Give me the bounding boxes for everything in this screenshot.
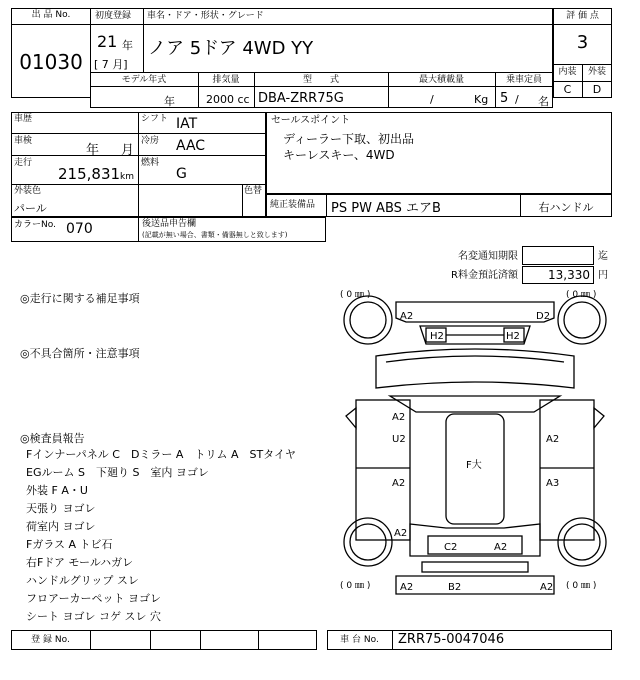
lot-number-label: 出 品 No. — [31, 10, 71, 20]
damage-rear-bumper-left: A2 — [400, 582, 414, 593]
registration-number-label: 登 録 No. — [31, 635, 70, 645]
tire-fr-depth: ( 0 ㎜ ) — [566, 290, 597, 300]
ac-label: 冷房 — [141, 136, 160, 146]
inspection-label: 車検 — [14, 136, 33, 146]
car-damage-diagram — [338, 288, 612, 628]
post-document-label: 後送品申告欄 — [142, 219, 197, 229]
max-load-separator: / — [430, 93, 434, 106]
max-load-unit: Kg — [474, 93, 489, 106]
inspector-line: Fインナーパネル C Dミラー A トリム A STタイヤ — [26, 448, 296, 461]
exterior-label: 外装 — [587, 67, 606, 77]
chassis-number-value: ZRR75-0047046 — [398, 632, 505, 647]
type-value: DBA-ZRR75G — [258, 91, 344, 106]
mileage-value: 215,831 — [58, 165, 121, 183]
first-registration-year: 21 — [97, 32, 118, 51]
inspector-line: シート ヨゴレ コゲ スレ 穴 — [26, 610, 161, 623]
year-unit: 年 — [122, 39, 133, 52]
inspector-line: 天張り ヨゴレ — [26, 502, 96, 515]
transfer-deadline-label: 名変通知期限 — [458, 251, 518, 262]
damage-grille-right: H2 — [506, 331, 520, 342]
damage-rear-bumper-right: A2 — [540, 582, 554, 593]
handle-value: 右ハンドル — [538, 201, 594, 214]
exterior-color-value: パール — [14, 202, 47, 215]
chassis-number-label: 車 台 No. — [340, 635, 379, 645]
displacement-label: 排気量 — [212, 75, 240, 85]
equipment-value: PS PW ABS エアB — [331, 201, 441, 216]
inspection-year-unit: 年 — [86, 143, 100, 158]
interior-grade: C — [563, 83, 572, 96]
equipment-label: 純正装備品 — [270, 200, 316, 210]
recycle-fee-unit: 円 — [598, 270, 608, 281]
car-name: ノア 5ドア 4WD YY — [148, 38, 314, 59]
damage-roof: F大 — [466, 460, 482, 471]
inspector-line: フロアーカーペット ヨゴレ — [26, 592, 161, 605]
damage-right-front-door: A2 — [546, 434, 560, 445]
lot-number: 01030 — [19, 50, 83, 74]
grade-label: 評 価 点 — [566, 11, 599, 21]
inspector-line: EGルーム S 下廻り S 室内 ヨゴレ — [26, 466, 209, 479]
damage-tailgate-right: A2 — [494, 542, 508, 553]
exterior-color-label: 外装色 — [14, 186, 42, 196]
damage-left-front-door: A2 — [392, 412, 406, 423]
inspector-line: Fガラス A トビ石 — [26, 538, 113, 551]
interior-label: 内装 — [558, 67, 577, 77]
inspector-line: ハンドルグリップ スレ — [26, 574, 139, 587]
inspector-line: 外装 F A・U — [26, 484, 88, 497]
tire-fl-depth: ( 0 ㎜ ) — [340, 290, 371, 300]
history-label: 車歴 — [14, 114, 33, 124]
max-load-label: 最大積載量 — [418, 75, 464, 85]
exterior-grade: D — [592, 83, 602, 96]
capacity-label: 乗車定員 — [505, 75, 542, 85]
tire-rr-depth: ( 0 ㎜ ) — [566, 581, 597, 591]
damage-right-rear-door: A3 — [546, 478, 560, 489]
color-number-value: 070 — [66, 221, 93, 237]
recycle-fee-label: R料金預託済額 — [451, 270, 518, 281]
type-label: 型 式 — [302, 75, 339, 85]
capacity-unit: 名 — [538, 95, 549, 108]
damage-left-rear-door: A2 — [392, 478, 406, 489]
inspector-line: 荷室内 ヨゴレ — [26, 520, 96, 533]
damage-tailgate-left: C2 — [444, 542, 458, 553]
sales-point-line-1: ディーラー下取、初出品 — [283, 132, 415, 146]
sales-point-label: セールスポイント — [271, 115, 351, 126]
sales-point-line-2: キーレスキー、4WD — [283, 148, 395, 162]
damage-left-quarter: A2 — [394, 528, 408, 539]
mileage-label: 走行 — [14, 158, 33, 168]
model-year-unit: 年 — [164, 95, 175, 108]
inspector-report-title: ◎検査員報告 — [20, 432, 85, 445]
tire-rl-depth: ( 0 ㎜ ) — [340, 581, 371, 591]
post-document-note: (記載が無い場合、書類・備器無しと致します) — [142, 231, 288, 239]
damage-grille-left: H2 — [430, 331, 444, 342]
capacity-separator: / — [515, 93, 519, 106]
ac-value: AAC — [176, 138, 206, 154]
driving-notes-title: ◎走行に関する補足事項 — [20, 292, 140, 305]
shift-label: シフト — [141, 114, 169, 124]
defects-notes-title: ◎不具合箇所・注意事項 — [20, 347, 140, 360]
capacity-value: 5 — [500, 91, 509, 106]
car-name-label: 車名・ドア・形状・グレード — [147, 11, 264, 21]
displacement-value: 2000 cc — [206, 93, 250, 106]
grade-value: 3 — [576, 32, 589, 53]
inspector-line: 右Fドア モールハガレ — [26, 556, 134, 569]
damage-left-front-door-2: U2 — [392, 434, 406, 445]
recycle-fee-amount: 13,330 — [548, 268, 590, 282]
inspection-month-unit: 月 — [121, 143, 135, 158]
first-registration-month: [ 7 月] — [94, 58, 128, 71]
transfer-deadline-field — [522, 246, 594, 265]
fuel-value: G — [176, 166, 187, 182]
mileage-unit: km — [120, 172, 134, 182]
damage-front-bumper-left: A2 — [400, 311, 414, 322]
model-year-label: モデル年式 — [121, 75, 167, 85]
color-number-label: カラーNo. — [14, 220, 56, 230]
transfer-deadline-unit: 迄 — [598, 251, 608, 262]
first-registration-label: 初度登録 — [95, 11, 132, 21]
shift-value: IAT — [176, 116, 198, 132]
fuel-label: 燃料 — [141, 158, 160, 168]
color-change-label: 色替 — [244, 186, 263, 196]
damage-rear-bumper-center: B2 — [448, 582, 462, 593]
damage-front-bumper-right: D2 — [536, 311, 551, 322]
